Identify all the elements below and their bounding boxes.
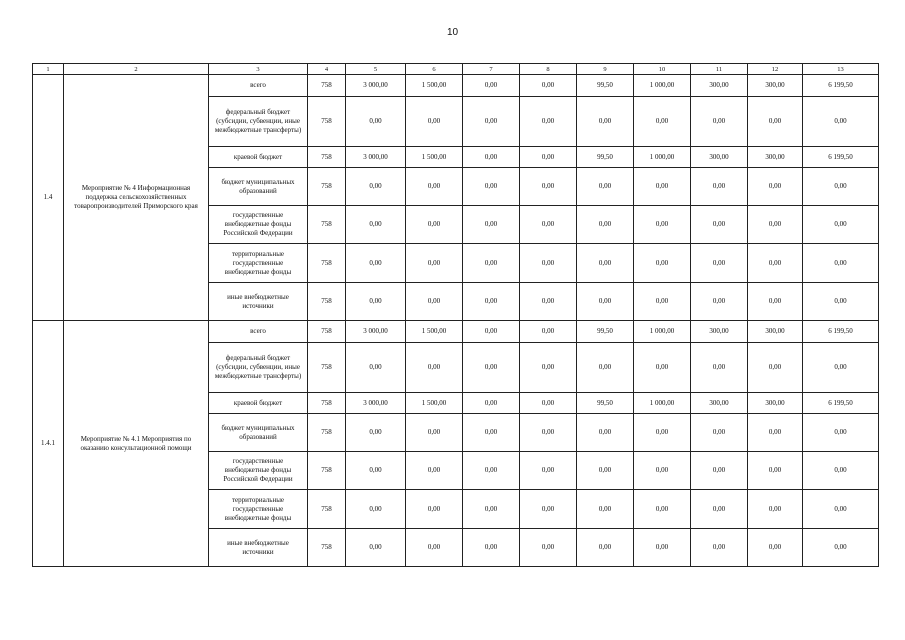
total-value: 0,00 bbox=[803, 168, 879, 206]
year-value: 1 500,00 bbox=[406, 393, 463, 414]
total-value: 0,00 bbox=[803, 529, 879, 567]
year-value: 0,00 bbox=[520, 343, 577, 393]
year-value: 0,00 bbox=[748, 244, 803, 283]
year-value: 0,00 bbox=[463, 283, 520, 321]
total-value: 6 199,50 bbox=[803, 393, 879, 414]
year-value: 0,00 bbox=[748, 343, 803, 393]
funding-source: государственные внебюджетные фонды Российской Федерации bbox=[209, 206, 308, 244]
year-value: 0,00 bbox=[520, 452, 577, 490]
year-value: 0,00 bbox=[577, 452, 634, 490]
year-value: 0,00 bbox=[346, 529, 406, 567]
year-value: 0,00 bbox=[463, 244, 520, 283]
year-value: 0,00 bbox=[520, 490, 577, 529]
year-value: 0,00 bbox=[520, 283, 577, 321]
budget-code: 758 bbox=[308, 452, 346, 490]
year-value: 0,00 bbox=[520, 97, 577, 147]
funding-source: бюджет муниципальных образований bbox=[209, 168, 308, 206]
total-value: 0,00 bbox=[803, 452, 879, 490]
measure-number: 1.4 bbox=[33, 75, 64, 321]
year-value: 0,00 bbox=[577, 283, 634, 321]
year-value: 0,00 bbox=[520, 75, 577, 97]
year-value: 0,00 bbox=[463, 393, 520, 414]
year-value: 0,00 bbox=[346, 414, 406, 452]
year-value: 0,00 bbox=[406, 343, 463, 393]
budget-code: 758 bbox=[308, 206, 346, 244]
column-header: 11 bbox=[691, 64, 748, 75]
year-value: 0,00 bbox=[463, 97, 520, 147]
measure-name: Мероприятие № 4 Информационная поддержка сельскохозяйственных товаропроизводителей Приморского края bbox=[64, 75, 209, 321]
year-value: 0,00 bbox=[406, 490, 463, 529]
funding-source: иные внебюджетные источники bbox=[209, 529, 308, 567]
budget-code: 758 bbox=[308, 97, 346, 147]
year-value: 0,00 bbox=[520, 147, 577, 168]
year-value: 1 000,00 bbox=[634, 147, 691, 168]
year-value: 0,00 bbox=[346, 206, 406, 244]
year-value: 3 000,00 bbox=[346, 393, 406, 414]
year-value: 0,00 bbox=[577, 206, 634, 244]
year-value: 1 000,00 bbox=[634, 321, 691, 343]
year-value: 0,00 bbox=[634, 168, 691, 206]
year-value: 0,00 bbox=[520, 393, 577, 414]
year-value: 0,00 bbox=[748, 529, 803, 567]
total-value: 0,00 bbox=[803, 343, 879, 393]
year-value: 3 000,00 bbox=[346, 75, 406, 97]
year-value: 0,00 bbox=[406, 283, 463, 321]
budget-code: 758 bbox=[308, 529, 346, 567]
year-value: 0,00 bbox=[748, 452, 803, 490]
table-body bbox=[33, 75, 879, 567]
year-value: 0,00 bbox=[634, 452, 691, 490]
year-value: 0,00 bbox=[748, 414, 803, 452]
year-value: 0,00 bbox=[748, 490, 803, 529]
year-value: 0,00 bbox=[463, 168, 520, 206]
year-value: 0,00 bbox=[577, 168, 634, 206]
year-value: 0,00 bbox=[406, 168, 463, 206]
year-value: 1 000,00 bbox=[634, 75, 691, 97]
budget-code: 758 bbox=[308, 168, 346, 206]
year-value: 0,00 bbox=[520, 206, 577, 244]
page-number: 10 bbox=[446, 27, 459, 38]
column-header: 3 bbox=[209, 64, 308, 75]
funding-source: территориальные государственные внебюджетные фонды bbox=[209, 490, 308, 529]
column-header: 6 bbox=[406, 64, 463, 75]
year-value: 99,50 bbox=[577, 75, 634, 97]
budget-code: 758 bbox=[308, 283, 346, 321]
year-value: 0,00 bbox=[691, 244, 748, 283]
year-value: 0,00 bbox=[577, 343, 634, 393]
year-value: 0,00 bbox=[634, 414, 691, 452]
year-value: 0,00 bbox=[346, 490, 406, 529]
total-value: 0,00 bbox=[803, 206, 879, 244]
column-header: 12 bbox=[748, 64, 803, 75]
year-value: 99,50 bbox=[577, 393, 634, 414]
year-value: 0,00 bbox=[634, 283, 691, 321]
year-value: 0,00 bbox=[634, 244, 691, 283]
year-value: 0,00 bbox=[634, 206, 691, 244]
year-value: 0,00 bbox=[748, 97, 803, 147]
funding-source: краевой бюджет bbox=[209, 393, 308, 414]
year-value: 0,00 bbox=[346, 452, 406, 490]
year-value: 0,00 bbox=[577, 529, 634, 567]
total-value: 6 199,50 bbox=[803, 147, 879, 168]
funding-source: всего bbox=[209, 75, 308, 97]
year-value: 0,00 bbox=[406, 414, 463, 452]
year-value: 0,00 bbox=[634, 97, 691, 147]
year-value: 300,00 bbox=[691, 147, 748, 168]
column-header: 5 bbox=[346, 64, 406, 75]
year-value: 0,00 bbox=[691, 168, 748, 206]
measure-number: 1.4.1 bbox=[33, 321, 64, 567]
column-header: 7 bbox=[463, 64, 520, 75]
year-value: 0,00 bbox=[463, 75, 520, 97]
year-value: 0,00 bbox=[577, 97, 634, 147]
year-value: 0,00 bbox=[520, 529, 577, 567]
total-value: 6 199,50 bbox=[803, 321, 879, 343]
year-value: 0,00 bbox=[346, 97, 406, 147]
year-value: 0,00 bbox=[691, 490, 748, 529]
budget-table bbox=[32, 63, 879, 567]
year-value: 0,00 bbox=[748, 168, 803, 206]
year-value: 0,00 bbox=[406, 97, 463, 147]
year-value: 3 000,00 bbox=[346, 147, 406, 168]
budget-code: 758 bbox=[308, 414, 346, 452]
year-value: 0,00 bbox=[406, 206, 463, 244]
year-value: 3 000,00 bbox=[346, 321, 406, 343]
year-value: 300,00 bbox=[691, 321, 748, 343]
year-value: 300,00 bbox=[691, 75, 748, 97]
year-value: 0,00 bbox=[346, 343, 406, 393]
year-value: 0,00 bbox=[406, 244, 463, 283]
column-header: 2 bbox=[64, 64, 209, 75]
funding-source: всего bbox=[209, 321, 308, 343]
budget-code: 758 bbox=[308, 321, 346, 343]
year-value: 99,50 bbox=[577, 147, 634, 168]
budget-code: 758 bbox=[308, 343, 346, 393]
year-value: 0,00 bbox=[577, 490, 634, 529]
table-row bbox=[33, 321, 879, 343]
funding-source: территориальные государственные внебюджетные фонды bbox=[209, 244, 308, 283]
total-value: 0,00 bbox=[803, 414, 879, 452]
year-value: 0,00 bbox=[463, 343, 520, 393]
budget-code: 758 bbox=[308, 244, 346, 283]
total-value: 0,00 bbox=[803, 244, 879, 283]
year-value: 0,00 bbox=[346, 168, 406, 206]
table-row bbox=[33, 75, 879, 97]
year-value: 0,00 bbox=[691, 343, 748, 393]
year-value: 0,00 bbox=[463, 147, 520, 168]
year-value: 0,00 bbox=[691, 452, 748, 490]
funding-source: федеральный бюджет (субсидии, субвенции, иные межбюджетные трансферты) bbox=[209, 343, 308, 393]
budget-code: 758 bbox=[308, 75, 346, 97]
year-value: 0,00 bbox=[463, 529, 520, 567]
measure-name: Мероприятие № 4.1 Мероприятия по оказанию консультационной помощи bbox=[64, 321, 209, 567]
column-header: 9 bbox=[577, 64, 634, 75]
total-value: 0,00 bbox=[803, 283, 879, 321]
year-value: 0,00 bbox=[463, 206, 520, 244]
column-header: 8 bbox=[520, 64, 577, 75]
year-value: 0,00 bbox=[634, 490, 691, 529]
column-header: 1 bbox=[33, 64, 64, 75]
year-value: 0,00 bbox=[634, 343, 691, 393]
year-value: 0,00 bbox=[577, 414, 634, 452]
total-value: 0,00 bbox=[803, 490, 879, 529]
total-value: 6 199,50 bbox=[803, 75, 879, 97]
year-value: 0,00 bbox=[520, 168, 577, 206]
year-value: 1 500,00 bbox=[406, 147, 463, 168]
funding-source: краевой бюджет bbox=[209, 147, 308, 168]
column-header: 10 bbox=[634, 64, 691, 75]
funding-source: бюджет муниципальных образований bbox=[209, 414, 308, 452]
funding-source: иные внебюджетные источники bbox=[209, 283, 308, 321]
year-value: 0,00 bbox=[577, 244, 634, 283]
funding-source: федеральный бюджет (субсидии, субвенции, иные межбюджетные трансферты) bbox=[209, 97, 308, 147]
total-value: 0,00 bbox=[803, 97, 879, 147]
year-value: 0,00 bbox=[346, 283, 406, 321]
year-value: 0,00 bbox=[463, 321, 520, 343]
year-value: 300,00 bbox=[748, 321, 803, 343]
column-header: 4 bbox=[308, 64, 346, 75]
column-header-row bbox=[33, 64, 879, 75]
year-value: 1 500,00 bbox=[406, 321, 463, 343]
year-value: 300,00 bbox=[748, 75, 803, 97]
year-value: 0,00 bbox=[463, 414, 520, 452]
year-value: 0,00 bbox=[748, 283, 803, 321]
year-value: 99,50 bbox=[577, 321, 634, 343]
year-value: 300,00 bbox=[691, 393, 748, 414]
budget-code: 758 bbox=[308, 490, 346, 529]
column-header: 13 bbox=[803, 64, 879, 75]
year-value: 1 000,00 bbox=[634, 393, 691, 414]
year-value: 0,00 bbox=[748, 206, 803, 244]
year-value: 0,00 bbox=[691, 97, 748, 147]
year-value: 0,00 bbox=[520, 414, 577, 452]
year-value: 0,00 bbox=[520, 321, 577, 343]
budget-code: 758 bbox=[308, 393, 346, 414]
year-value: 1 500,00 bbox=[406, 75, 463, 97]
budget-code: 758 bbox=[308, 147, 346, 168]
year-value: 0,00 bbox=[691, 529, 748, 567]
year-value: 0,00 bbox=[520, 244, 577, 283]
year-value: 300,00 bbox=[748, 147, 803, 168]
year-value: 0,00 bbox=[463, 452, 520, 490]
year-value: 0,00 bbox=[406, 452, 463, 490]
year-value: 0,00 bbox=[691, 414, 748, 452]
funding-source: государственные внебюджетные фонды Российской Федерации bbox=[209, 452, 308, 490]
year-value: 300,00 bbox=[748, 393, 803, 414]
year-value: 0,00 bbox=[691, 283, 748, 321]
year-value: 0,00 bbox=[691, 206, 748, 244]
year-value: 0,00 bbox=[346, 244, 406, 283]
year-value: 0,00 bbox=[634, 529, 691, 567]
year-value: 0,00 bbox=[463, 490, 520, 529]
year-value: 0,00 bbox=[406, 529, 463, 567]
